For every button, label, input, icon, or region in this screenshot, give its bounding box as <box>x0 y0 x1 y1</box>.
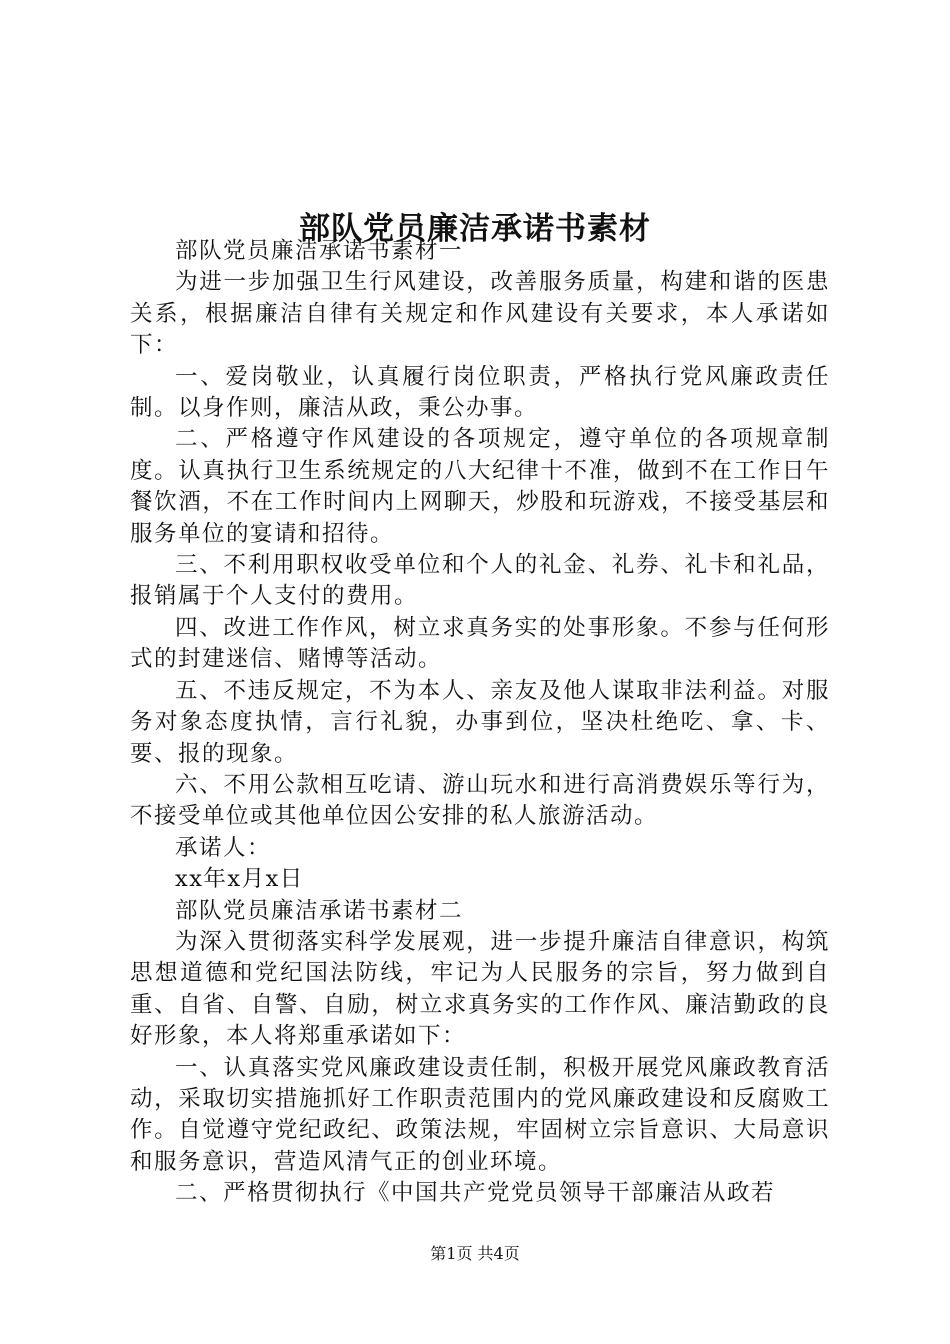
document-title: 部队党员廉洁承诺书素材 <box>299 210 651 247</box>
paragraph: 为进一步加强卫生行风建设，改善服务质量，构建和谐的医患关系，根据廉洁自律有关规定和作风建设有关要求，本人承诺如下： <box>130 269 830 359</box>
paragraph: 二、严格遵守作风建设的各项规定，遵守单位的各项规章制度。认真执行卫生系统规定的八大纪律十不准，做到不在工作日午餐饮酒，不在工作时间内上网聊天，炒股和玩游戏，不接受基层和服务单位的宴请和招待。 <box>130 426 830 547</box>
paragraph: 二、严格贯彻执行《中国共产党党员领导干部廉洁从政若 <box>175 1180 776 1207</box>
paragraph: 三、不利用职权收受单位和个人的礼金、礼券、礼卡和礼品，报销属于个人支付的费用。 <box>130 552 830 610</box>
date-line: xx年x月x日 <box>175 866 304 893</box>
paragraph: 五、不违反规定，不为本人、亲友及他人谋取非法利益。对服务对象态度执情，言行礼貌，办事到位，坚决杜绝吃、拿、卡、要、报的现象。 <box>130 677 830 767</box>
document-body <box>130 236 830 1210</box>
paragraph: 六、不用公款相互吃请、游山玩水和进行高消费娱乐等行为，不接受单位或其他单位因公安排的私人旅游活动。 <box>130 771 830 830</box>
section-heading: 部队党员廉洁承诺书素材一 <box>175 238 464 264</box>
paragraph: 一、爱岗敬业，认真履行岗位职责，严格执行党风廉政责任制。以身作则，廉洁从政，秉公办事。 <box>130 363 830 422</box>
paragraph: 一、认真落实党风廉政建设责任制，积极开展党风廉政教育活动，采取切实措施抓好工作职责范围内的党风廉政建设和反腐败工作。自觉遵守党纪政纪、政策法规，牢固树立宗旨意识、大局意识和服务意识，营造风清气正的创业环境。 <box>130 1054 830 1175</box>
paragraph: 四、改进工作作风，树立求真务实的处事形象。不参与任何形式的封建迷信、赌博等活动。 <box>130 614 830 673</box>
section-heading: 部队党员廉洁承诺书素材二 <box>175 897 464 924</box>
page-footer: 第1页 共4页 <box>430 1244 520 1263</box>
signer-line: 承诺人： <box>175 834 272 861</box>
paragraph: 为深入贯彻落实科学发展观，进一步提升廉洁自律意识，构筑思想道德和党纪国法防线，牢记为人民服务的宗旨，努力做到自重、自省、自警、自励，树立求真务实的工作作风、廉洁勤政的良好形象，本人将郑重承诺如下： <box>130 928 830 1050</box>
